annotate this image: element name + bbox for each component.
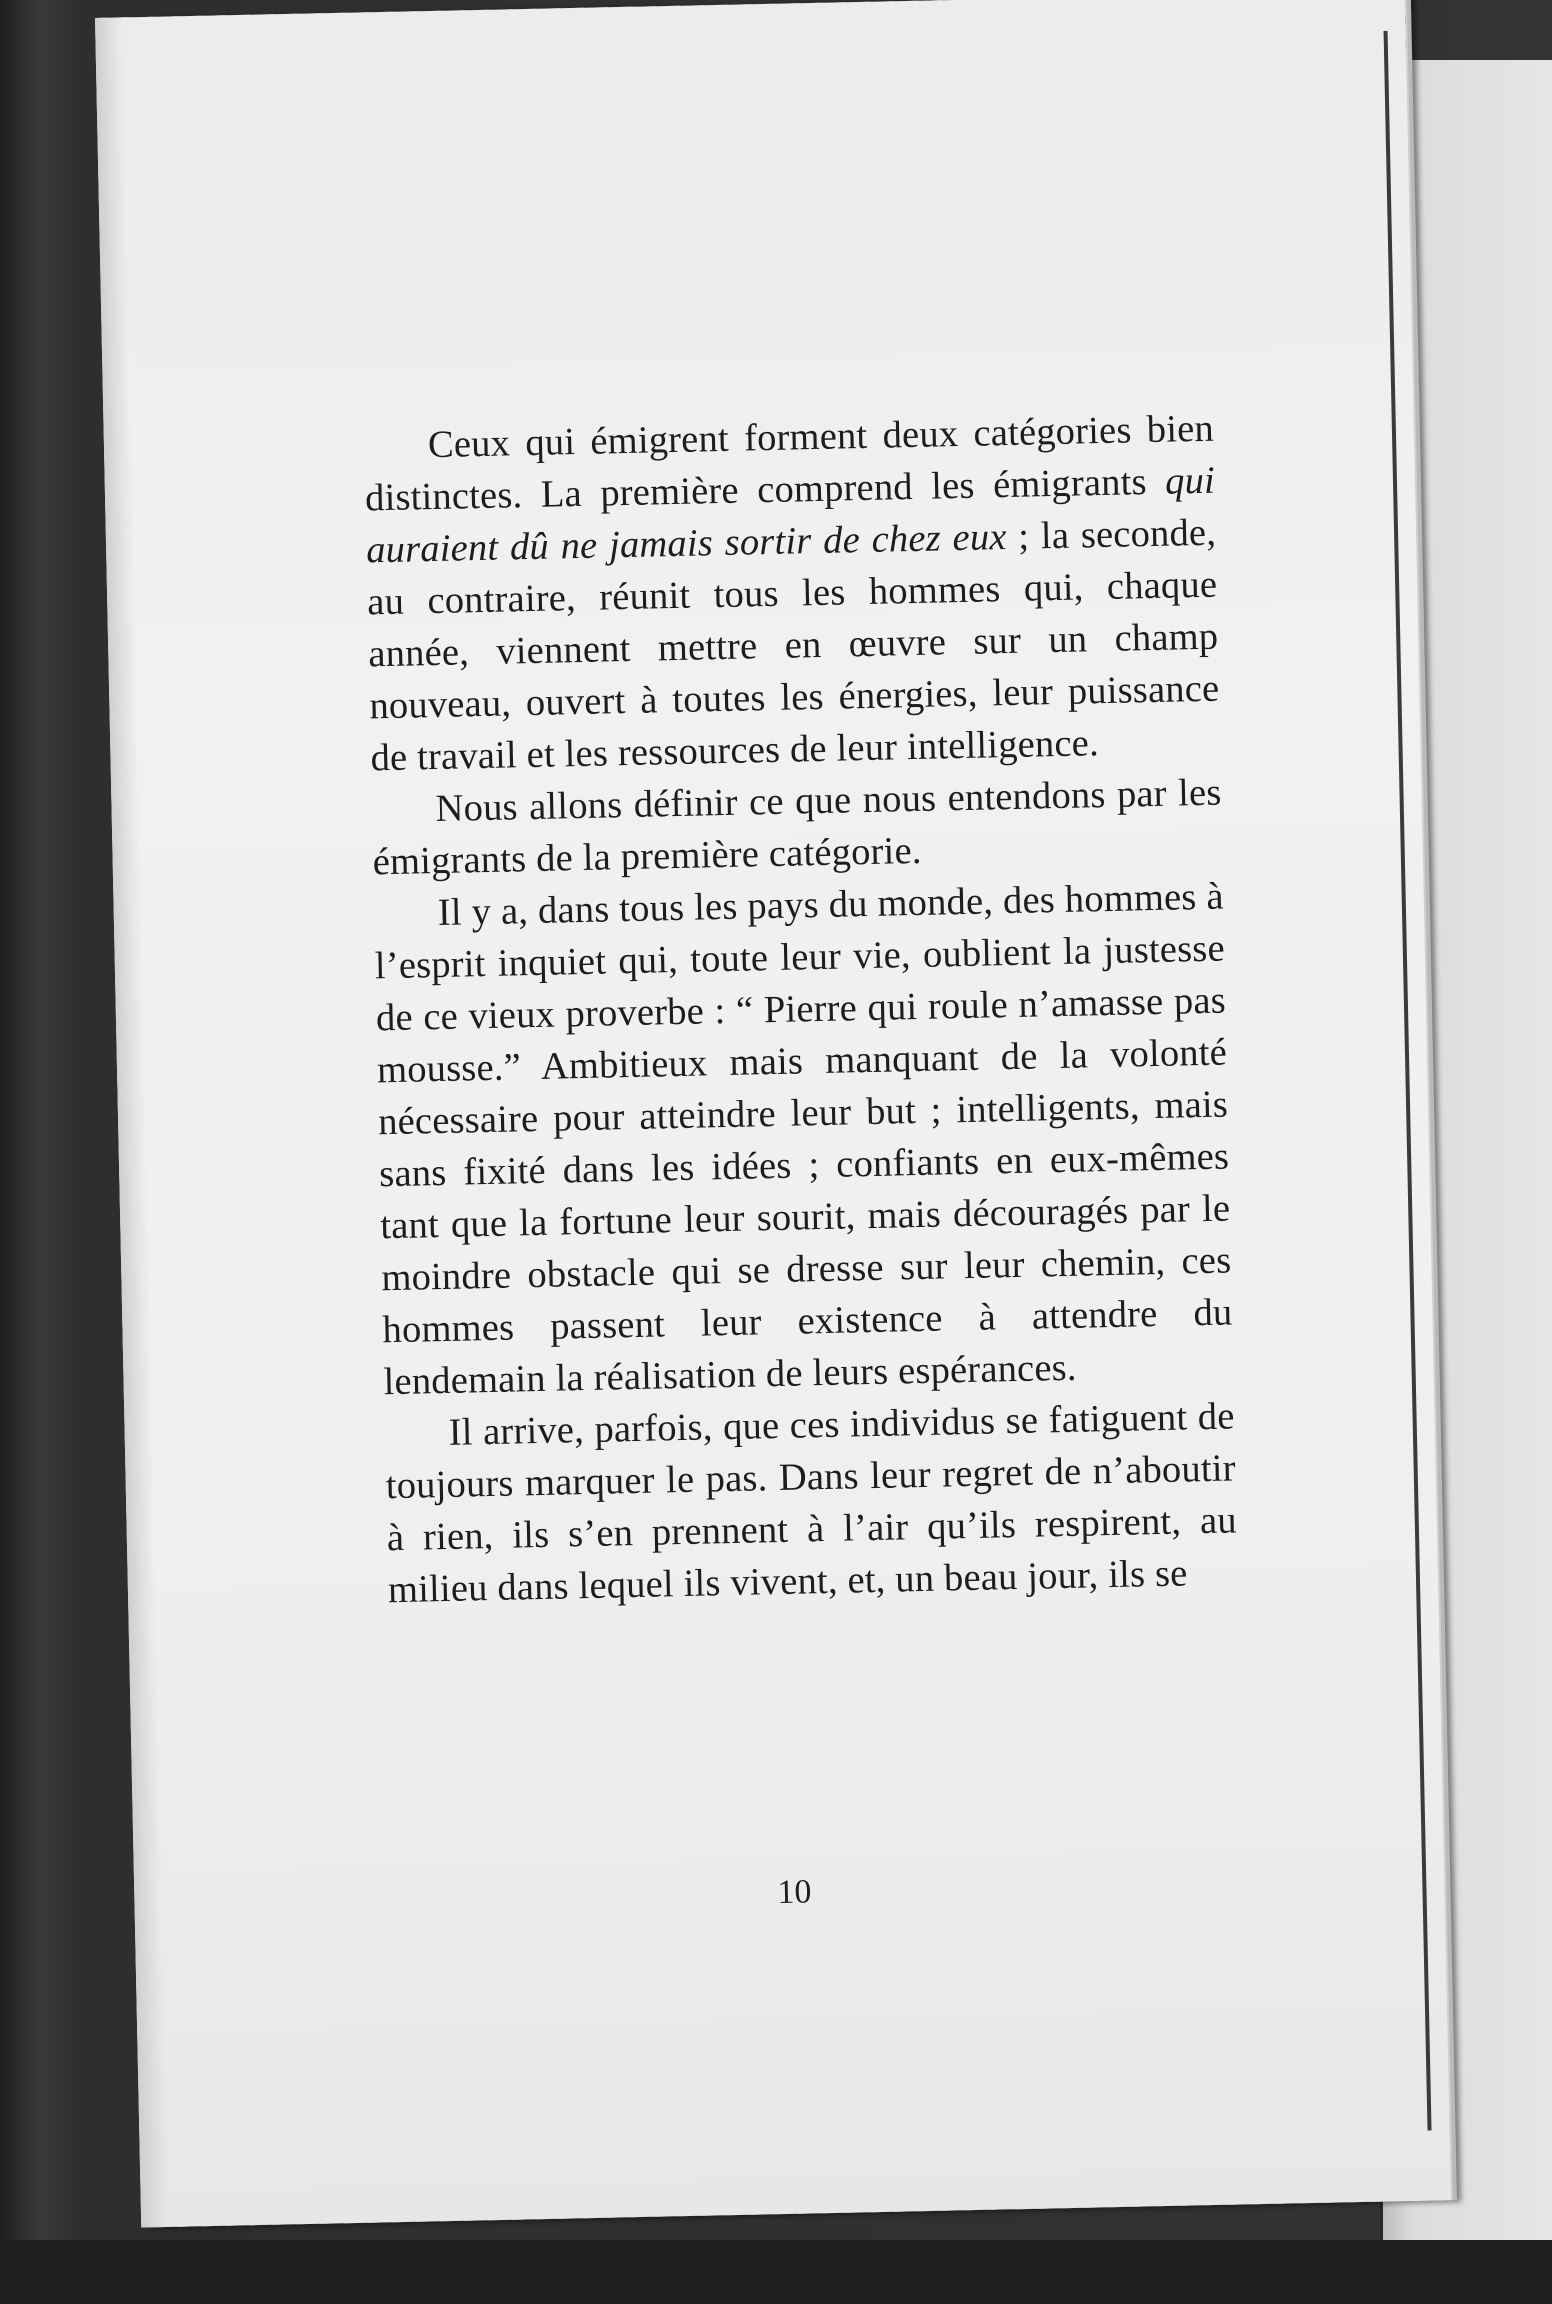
paragraph-1-italic: qui auraient dû ne jamais sortir de chez eux — [365, 459, 1216, 572]
paragraph-4: Il arrive, parfois, que ces individus se fatiguent de toujours marquer le pas. Dans leur regret de n’aboutir à rien, ils s’en prennent à l’air qu’ils respirent, au milieu dans lequel ils vivent, et, un beau jour, ils se — [385, 1395, 1238, 1612]
paragraph-1-end: ; la seconde, au contraire, réunit tous les hommes qui, chaque année, viennent mettre en œuvre sur un champ nouveau, ouvert à toutes les énergies, leur puissance de travail et les ressources de leur intelligence. — [366, 511, 1220, 780]
paragraph-1-start: Ceux qui émigrent forment deux catégories bien distinctes. La première comprend les émigrants — [364, 407, 1215, 520]
scan-bottom-border — [0, 2240, 1552, 2304]
paragraph-3: Il y a, dans tous les pays du monde, des hommes à l’esprit inquiet qui, toute leur vie, oublient la justesse de ce vieux proverbe : “ Pierre qui roule n’amasse pas mousse.” Ambitieux mais manquant de la volonté nécessaire pour atteindre leur but ; intelligents, mais sans fixité dans les idées ; confiants en eux-mêmes tant que la fortune leur sourit, mais découragés par le moindre obstacle qui se dresse sur leur chemin, ces hommes passent leur existence à attendre du lendemain la réalisation de leurs espérances. — [374, 875, 1233, 1404]
book-page — [95, 0, 1451, 2228]
paragraph-2: Nous allons définir ce que nous entendons par les émigrants de la première catégorie. — [372, 771, 1222, 884]
page-number: 10 — [777, 1873, 812, 1912]
paragraph-1 — [363, 403, 1220, 785]
body-text — [363, 403, 1238, 1617]
